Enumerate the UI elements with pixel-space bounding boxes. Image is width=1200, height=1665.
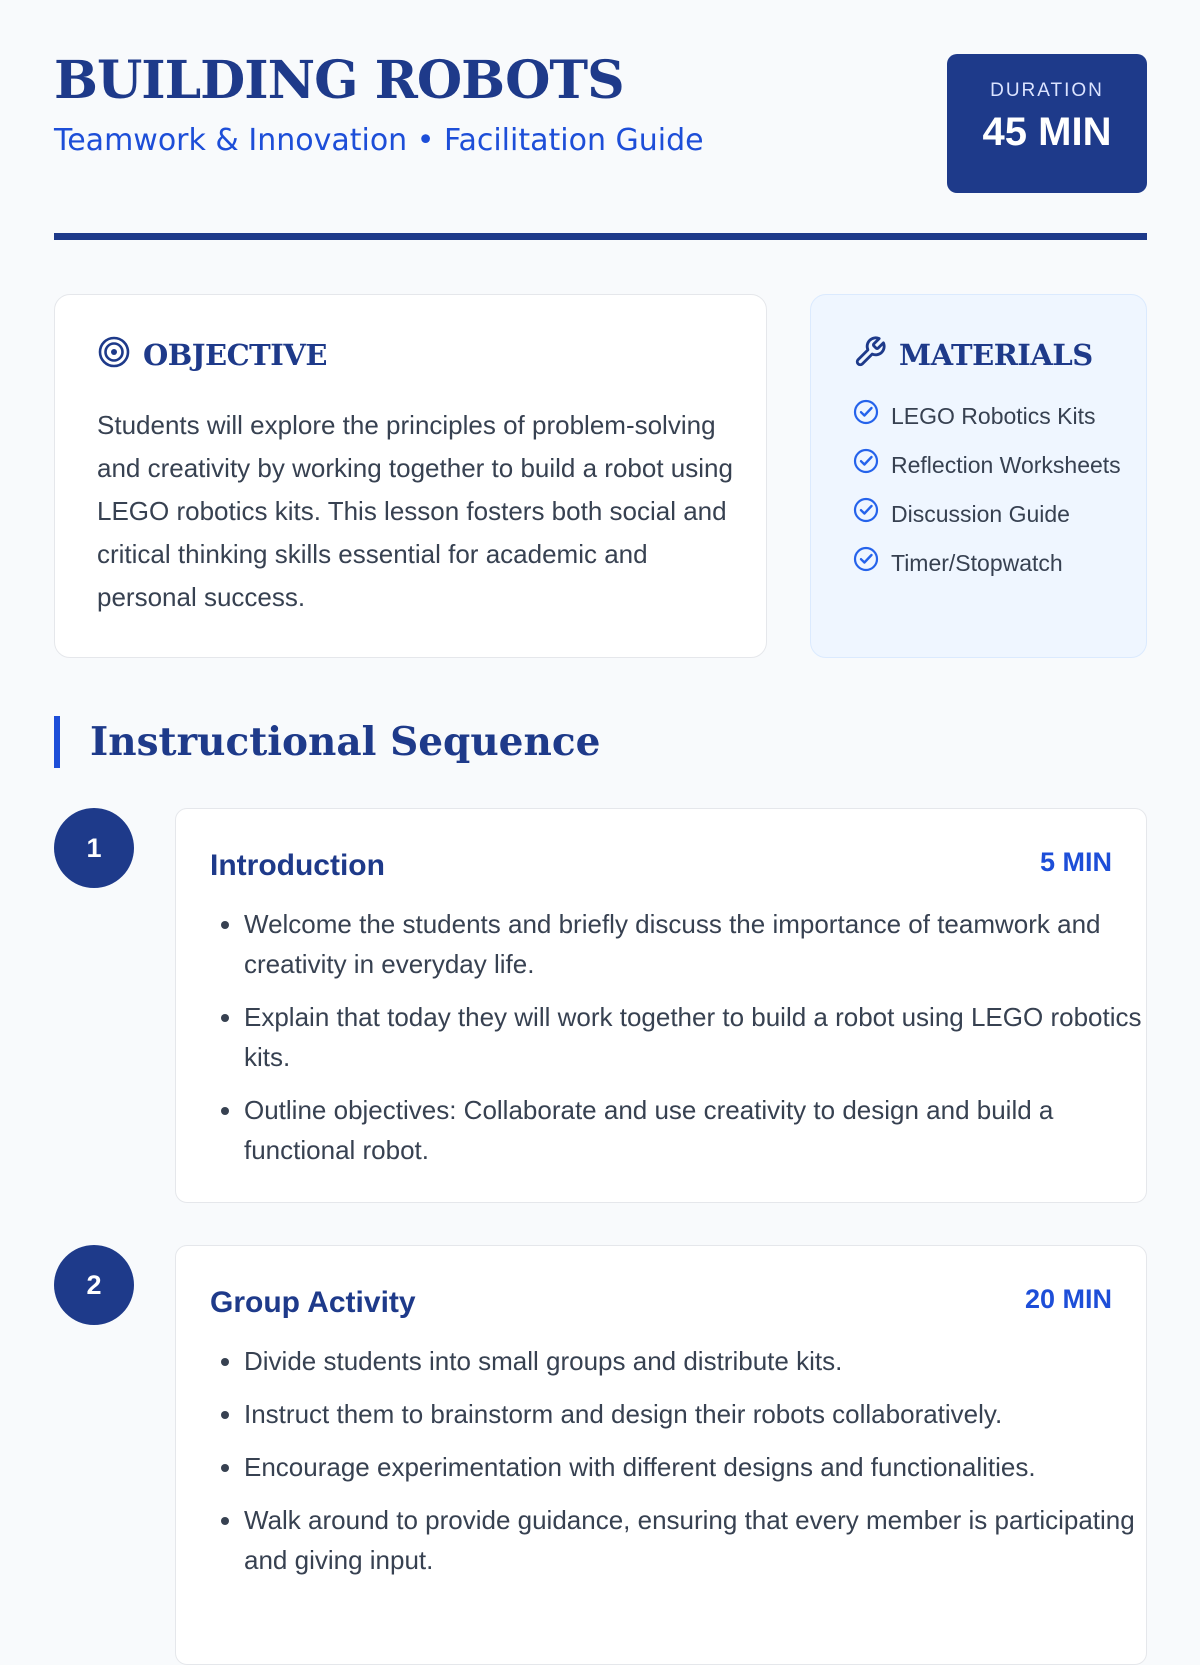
wrench-icon bbox=[853, 335, 887, 374]
page-header bbox=[54, 0, 1147, 240]
step-bullet: • Encourage experimentation with different designs and functionalities. bbox=[244, 1447, 1144, 1487]
objective-card bbox=[54, 294, 767, 658]
materials-list bbox=[853, 399, 1133, 595]
objective-heading: OBJECTIVE bbox=[143, 337, 327, 372]
page-title: BUILDING ROBOTS bbox=[54, 50, 624, 111]
step-bullet: • Explain that today they will work together to build a robot using LEGO robotics kits. bbox=[244, 997, 1144, 1077]
sequence-step bbox=[54, 1245, 1147, 1665]
step-card bbox=[175, 808, 1147, 1203]
page-subtitle: Teamwork & Innovation • Facilitation Guide bbox=[54, 123, 704, 158]
step-number: 1 bbox=[54, 808, 134, 888]
sequence-step bbox=[54, 808, 1147, 1203]
objective-header bbox=[97, 335, 327, 374]
step-time: 5 MIN bbox=[1039, 847, 1112, 877]
duration-badge bbox=[947, 54, 1147, 193]
check-circle-icon bbox=[853, 399, 879, 434]
step-bullet: • Outline objectives: Collaborate and use creativity to design and build a functional robot. bbox=[244, 1090, 1144, 1170]
step-bullet: • Divide students into small groups and distribute kits. bbox=[244, 1341, 1144, 1381]
step-bullet: • Walk around to provide guidance, ensuring that every member is participating and giving input. bbox=[244, 1500, 1144, 1580]
step-card bbox=[175, 1245, 1147, 1665]
header-divider bbox=[54, 233, 1147, 240]
materials-item-label: LEGO Robotics Kits bbox=[891, 403, 1096, 429]
materials-item-label: Timer/Stopwatch bbox=[891, 550, 1063, 576]
step-bullet-list bbox=[210, 1341, 1144, 1593]
materials-item bbox=[853, 399, 1133, 434]
step-time: 20 MIN bbox=[1024, 1284, 1112, 1314]
materials-item bbox=[853, 448, 1133, 483]
objective-text: Students will explore the principles of problem-solving and creativity by working together to build a robot using LEGO robotics kits. This lesson fosters both social and critical thinking skills essential for academic and personal success. bbox=[97, 410, 733, 612]
check-circle-icon bbox=[853, 497, 879, 532]
target-icon bbox=[97, 335, 131, 374]
step-number: 2 bbox=[54, 1245, 134, 1325]
section-title: Instructional Sequence bbox=[90, 719, 601, 765]
materials-heading: MATERIALS bbox=[899, 337, 1093, 372]
check-circle-icon bbox=[853, 448, 879, 483]
materials-item bbox=[853, 546, 1133, 581]
step-title: Introduction bbox=[210, 849, 385, 882]
materials-item-label: Reflection Worksheets bbox=[891, 452, 1121, 478]
lesson-plan-page bbox=[54, 0, 1147, 1575]
materials-card bbox=[810, 294, 1147, 658]
section-heading bbox=[54, 716, 600, 768]
step-bullet: • Welcome the students and briefly discuss the importance of teamwork and creativity in everyday life. bbox=[244, 904, 1144, 984]
materials-item-label: Discussion Guide bbox=[891, 501, 1070, 527]
materials-header bbox=[853, 335, 1093, 374]
duration-value: 45 MIN bbox=[982, 110, 1112, 154]
section-accent-bar bbox=[54, 716, 60, 768]
materials-item bbox=[853, 497, 1133, 532]
check-circle-icon bbox=[853, 546, 879, 581]
step-bullet: • Instruct them to brainstorm and design their robots collaboratively. bbox=[244, 1394, 1144, 1434]
step-bullet-list bbox=[210, 904, 1144, 1183]
step-title: Group Activity bbox=[210, 1286, 416, 1319]
duration-label: DURATION bbox=[990, 80, 1104, 101]
